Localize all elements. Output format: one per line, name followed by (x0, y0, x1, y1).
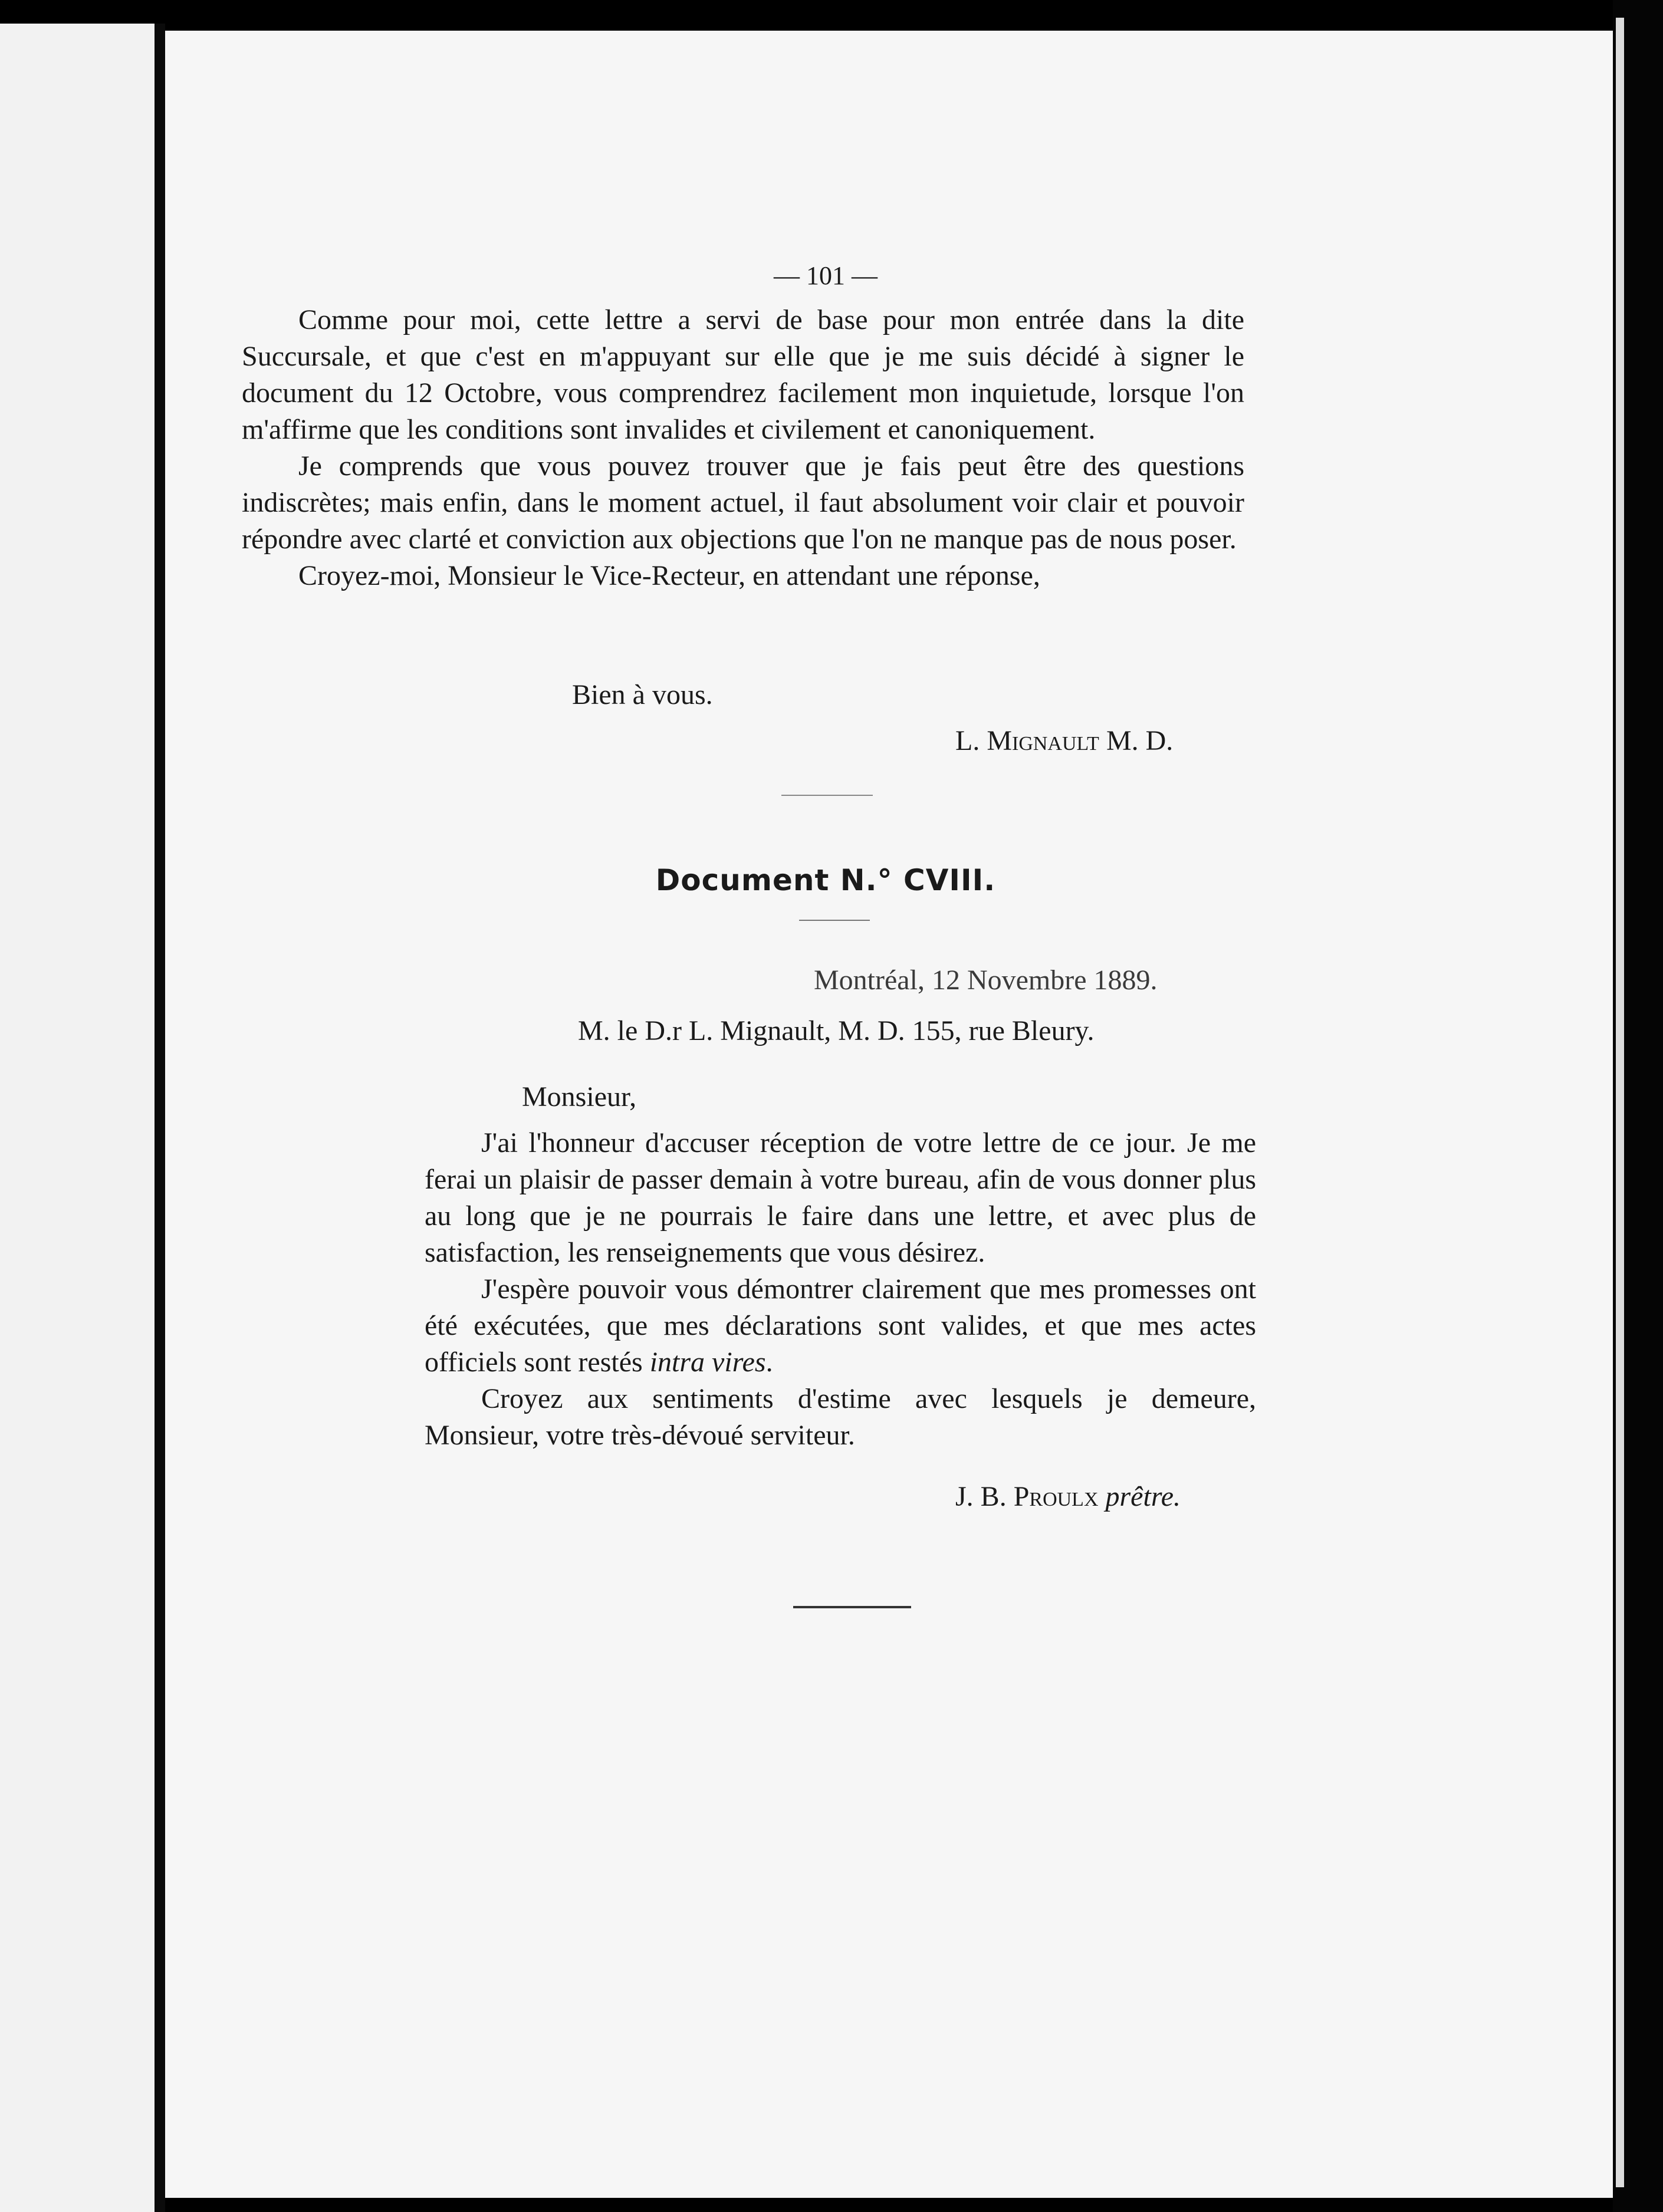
italic-phrase: intra vires (649, 1347, 766, 1378)
place-date: Montréal, 12 Novembre 1889. (814, 965, 1158, 996)
salutation: Monsieur, (522, 1081, 637, 1112)
page-number: — 101 — (774, 261, 877, 290)
signature-name: J. B. Proulx (955, 1481, 1099, 1512)
signature-title: M. D. (1106, 725, 1174, 756)
letter-1-paragraph: Comme pour moi, cette lettre a servi de base pour mon entrée dans la dite Succursale, et que c'est en m'appuyant sur elle que je me suis décidé à signer le document du 12 Octobre, vous comprendrez facilement mon inquietude, lorsque l'on m'affirme que les conditions sont invalides et civilement et canoniquement. (242, 304, 1244, 445)
letter-1-closing: Bien à vous. (572, 679, 713, 710)
letter-2-paragraph: J'ai l'honneur d'accuser réception de votre lettre de ce jour. Je me ferai un plaisir de passer demain à votre bureau, afin de vous donner plus au long que je ne pourrais le faire dans une lettre, et avec plus de satisfaction, les renseignements que vous désirez. (425, 1127, 1256, 1268)
book-gutter (155, 24, 165, 2212)
end-rule (793, 1606, 911, 1608)
facing-page (0, 24, 155, 2212)
letter-1-paragraph: Croyez-moi, Monsieur le Vice-Recteur, en attendant une réponse, (298, 560, 1040, 591)
separator-rule (799, 920, 870, 921)
letter-2-signature (955, 1479, 1181, 1515)
page-edge (1616, 18, 1624, 2187)
signature-name: L. Mignault (955, 725, 1099, 756)
letter-1-paragraph: Je comprends que vous pouvez trouver que je fais peut être des questions indiscrètes; mais enfin, dans le moment actuel, il faut absolument voir clair et pouvoir répondre avec clarté et conviction aux objections que l'on ne manque pas de nous poser. (242, 450, 1244, 555)
letter-2-body (425, 1125, 1256, 1454)
letter-1-signature (955, 723, 1173, 759)
document-heading: Document N.° CVIII. (655, 863, 996, 897)
paragraph-text: J'espère pouvoir vous démontrer clairement que mes promesses ont été exécutées, que mes déclarations sont valides, et que mes actes officiels sont restés (425, 1273, 1256, 1378)
letter-1-body (242, 302, 1244, 594)
addressee: M. le D.r L. Mignault, M. D. 155, rue Bleury. (578, 1015, 1095, 1046)
paragraph-end: . (765, 1347, 773, 1378)
letter-2-paragraph: Croyez aux sentiments d'estime avec lesquels je demeure, Monsieur, votre très-dévoué serviteur. (425, 1383, 1256, 1451)
letter-2-paragraph (425, 1271, 1256, 1381)
signature-title: prêtre. (1105, 1481, 1181, 1512)
separator-rule (781, 795, 873, 796)
